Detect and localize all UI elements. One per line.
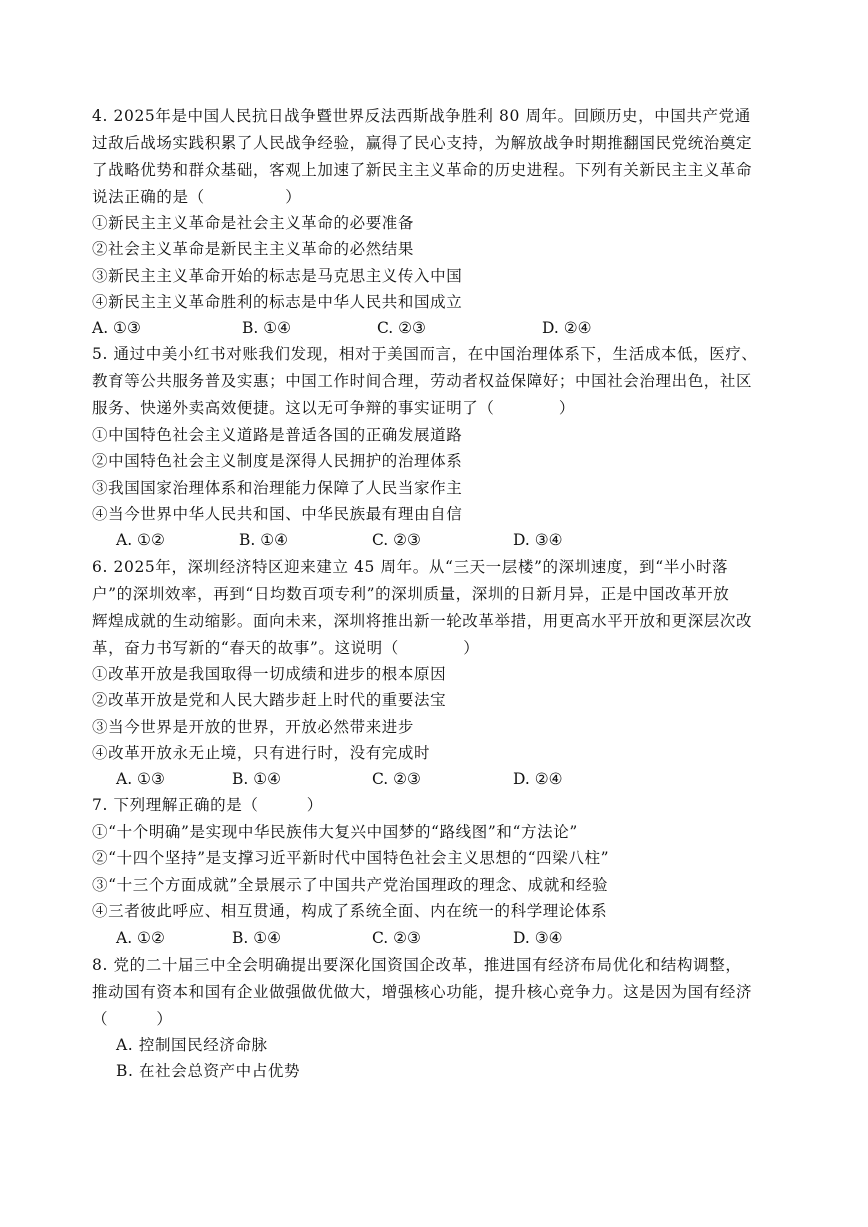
q6-statement-1: ①改革开放是我国取得一切成绩和进步的根本原因 — [92, 665, 447, 683]
q4-options — [92, 318, 792, 338]
q5-statement-3: ③我国国家治理体系和治理能力保障了人民当家作主 — [92, 479, 463, 497]
q6-stem-line-1: 6. 2025年，深圳经济特区迎来建立 45 周年。从“三天一层楼”的深圳速度，到“半小时落 — [92, 558, 729, 576]
q5-option-a[interactable]: A. ①② — [116, 531, 165, 549]
q4-statement-4: ④新民主主义革命胜利的标志是中华人民共和国成立 — [92, 293, 463, 311]
q7-option-d[interactable]: D. ③④ — [513, 929, 563, 947]
q4-stem-line-4: 说法正确的是（ ） — [92, 188, 302, 206]
q6-statement-3: ③当今世界是开放的世界，开放必然带来进步 — [92, 718, 415, 736]
q8-option-b[interactable]: B. 在社会总资产中占优势 — [116, 1062, 301, 1080]
q6-option-c[interactable]: C. ②③ — [372, 770, 421, 788]
q4-statement-2: ②社会主义革命是新民主主义革命的必然结果 — [92, 240, 415, 258]
q4-stem-line-1: 4. 2025年是中国人民抗日战争暨世界反法西斯战争胜利 80 周年。回顾历史，中国共产党通 — [92, 107, 751, 125]
q8-stem-line-1: 8. 党的二十届三中全会明确提出要深化国资国企改革，推进国有经济布局优化和结构调整， — [92, 956, 742, 974]
q5-statement-2: ②中国特色社会主义制度是深得人民拥护的治理体系 — [92, 452, 463, 470]
q7-options — [116, 928, 796, 948]
q6-options — [116, 769, 796, 789]
q6-stem-line-2: 户”的深圳效率，再到“日均数百项专利”的深圳质量，深圳的日新月异，正是中国改革开放 — [92, 585, 730, 603]
q4-option-b[interactable]: B. ①④ — [242, 319, 292, 337]
q7-statement-2: ②“十四个坚持”是支撑习近平新时代中国特色社会主义思想的“四梁八柱” — [92, 849, 610, 867]
q4-option-a[interactable]: A. ①③ — [92, 319, 141, 337]
q7-statement-3: ③“十三个方面成就”全景展示了中国共产党治国理政的理念、成就和经验 — [92, 876, 609, 894]
q6-option-d[interactable]: D. ②④ — [513, 770, 563, 788]
q7-option-c[interactable]: C. ②③ — [372, 929, 421, 947]
q5-options — [116, 530, 796, 550]
q7-option-b[interactable]: B. ①④ — [232, 929, 282, 947]
q7-statement-4: ④三者彼此呼应、相互贯通，构成了系统全面、内在统一的科学理论体系 — [92, 902, 608, 920]
q8-stem-line-3: （ ） — [92, 1010, 173, 1028]
q5-option-b[interactable]: B. ①④ — [239, 531, 289, 549]
q5-option-d[interactable]: D. ③④ — [513, 531, 563, 549]
q7-option-a[interactable]: A. ①② — [116, 929, 165, 947]
q7-statement-1: ①“十个明确”是实现中华民族伟大复兴中国梦的“路线图”和“方法论” — [92, 823, 578, 841]
q7-stem-line-1: 7. 下列理解正确的是（ ） — [92, 796, 323, 814]
q5-statement-1: ①中国特色社会主义道路是普适各国的正确发展道路 — [92, 426, 463, 444]
q4-stem-line-3: 了战略优势和群众基础，客观上加速了新民主主义革命的历史进程。下列有关新民主主义革命 — [92, 161, 753, 179]
q8-option-a[interactable]: A. 控制国民经济命脉 — [116, 1036, 268, 1054]
q6-option-a[interactable]: A. ①③ — [116, 770, 165, 788]
q5-stem-line-3: 服务、快递外卖高效便捷。这以无可争辩的事实证明了（ ） — [92, 399, 576, 417]
q6-option-b[interactable]: B. ①④ — [232, 770, 282, 788]
q6-stem-line-3: 辉煌成就的生动缩影。面向未来，深圳将推出新一轮改革举措，用更高水平开放和更深层次改 — [92, 612, 753, 630]
q4-stem-line-2: 过敌后战场实践积累了人民战争经验，赢得了民心支持，为解放战争时期推翻国民党统治奠定 — [92, 134, 753, 152]
q5-stem-line-2: 教育等公共服务普及实惠；中国工作时间合理，劳动者权益保障好；中国社会治理出色，社区 — [92, 372, 753, 390]
q5-option-c[interactable]: C. ②③ — [372, 531, 421, 549]
q8-stem-line-2: 推动国有资本和国有企业做强做优做大，增强核心功能，提升核心竞争力。这是因为国有经济 — [92, 983, 753, 1001]
q5-statement-4: ④当今世界中华人民共和国、中华民族最有理由自信 — [92, 505, 463, 523]
q4-statement-3: ③新民主主义革命开始的标志是马克思主义传入中国 — [92, 267, 463, 285]
q5-stem-line-1: 5. 通过中美小红书对账我们发现，相对于美国而言，在中国治理体系下，生活成本低，医疗、 — [92, 345, 758, 363]
q4-option-d[interactable]: D. ②④ — [542, 319, 592, 337]
q6-stem-line-4: 革，奋力书写新的“春天的故事”。这说明（ ） — [92, 639, 480, 657]
q6-statement-4: ④改革开放永无止境，只有进行时，没有完成时 — [92, 744, 431, 762]
q4-statement-1: ①新民主主义革命是社会主义革命的必要准备 — [92, 214, 415, 232]
q4-option-c[interactable]: C. ②③ — [377, 319, 426, 337]
q6-statement-2: ②改革开放是党和人民大踏步赶上时代的重要法宝 — [92, 691, 447, 709]
